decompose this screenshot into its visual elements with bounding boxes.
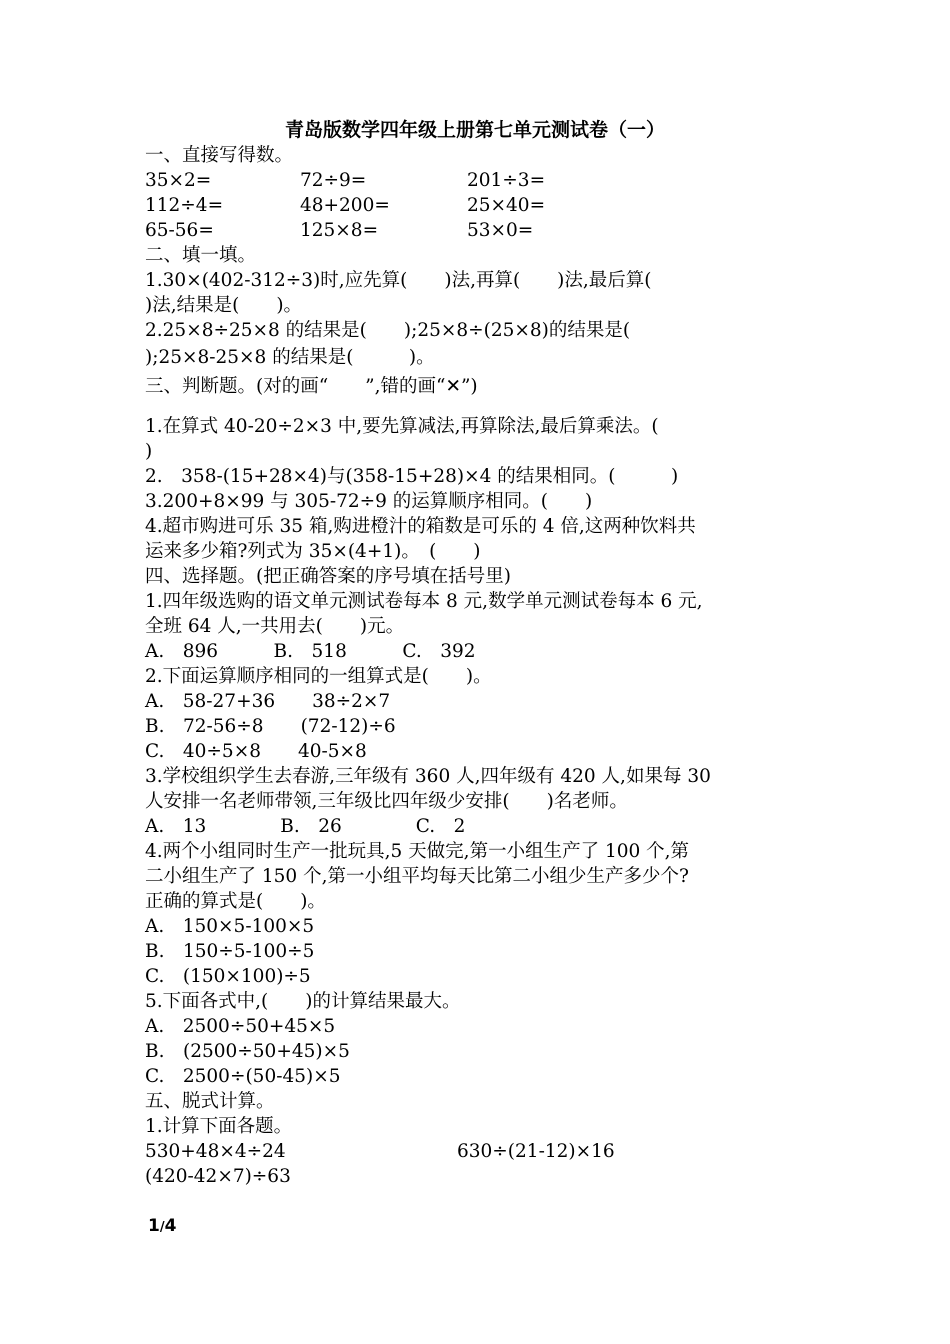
question-line: 2.25×8÷25×8 的结果是( );25×8÷(25×8)的结果是( <box>145 320 631 341</box>
calc-item: 125×8= <box>300 220 379 241</box>
option-line: B. 72-56÷8 (72-12)÷6 <box>145 716 396 737</box>
question-line: 1.30×(402-312÷3)时,应先算( )法,再算( )法,最后算( <box>145 270 652 291</box>
question-line: 人安排一名老师带领,三年级比四年级少安排( )名老师。 <box>145 791 628 812</box>
section-heading-4: 四、选择题。(把正确答案的序号填在括号里) <box>145 566 511 587</box>
document-body <box>145 143 815 1189</box>
calc-item: 65-56= <box>145 220 214 241</box>
section-heading-2: 二、填一填。 <box>145 245 257 266</box>
question-line: 1.计算下面各题。 <box>145 1116 293 1137</box>
option-line: C. 40÷5×8 40-5×8 <box>145 741 367 762</box>
spacer <box>145 401 815 414</box>
page-separator: / <box>159 1220 165 1235</box>
calc-row <box>145 218 815 243</box>
section-heading-1: 一、直接写得数。 <box>145 145 294 166</box>
question-line: );25×8-25×8 的结果是( )。 <box>145 347 435 368</box>
question-line: 2.下面运算顺序相同的一组算式是( )。 <box>145 666 492 687</box>
option-line: A. 896 B. 518 C. 392 <box>145 641 476 662</box>
question-line: 4.超市购进可乐 35 箱,购进橙汁的箱数是可乐的 4 倍,这两种饮料共 <box>145 516 696 537</box>
question-line: )法,结果是( )。 <box>145 295 303 316</box>
question-line: 3.200+8×99 与 305-72÷9 的运算顺序相同。( ) <box>145 491 593 512</box>
calc-item: 530+48×4÷24 <box>145 1141 286 1162</box>
section-heading-5: 五、脱式计算。 <box>145 1091 275 1112</box>
option-line: C. (150×100)÷5 <box>145 966 311 987</box>
calc-item: 112÷4= <box>145 195 224 216</box>
question-line: 1.四年级选购的语文单元测试卷每本 8 元,数学单元测试卷每本 6 元, <box>145 591 703 612</box>
page-current: 1 <box>148 1216 160 1236</box>
option-line: A. 2500÷50+45×5 <box>145 1016 336 1037</box>
option-line: A. 150×5-100×5 <box>145 916 315 937</box>
calc-item: 48+200= <box>300 195 390 216</box>
calc-row <box>145 193 815 218</box>
calc-item: 630÷(21-12)×16 <box>457 1141 615 1162</box>
option-line: B. (2500÷50+45)×5 <box>145 1041 350 1062</box>
calc-row <box>145 168 815 193</box>
question-line: 正确的算式是( )。 <box>145 891 326 912</box>
calc-item: 201÷3= <box>467 170 546 191</box>
question-line: 1.在算式 40-20÷2×3 中,要先算减法,再算除法,最后算乘法。( <box>145 416 659 437</box>
option-line: A. 58-27+36 38÷2×7 <box>145 691 391 712</box>
option-line: B. 150÷5-100÷5 <box>145 941 315 962</box>
page-title: 青岛版数学四年级上册第七单元测试卷（一） <box>284 119 665 141</box>
question-line: 2. 358-(15+28×4)与(358-15+28)×4 的结果相同。( ) <box>145 466 679 487</box>
calc-item: 35×2= <box>145 170 212 191</box>
question-line: 5.下面各式中,( )的计算结果最大。 <box>145 991 461 1012</box>
calc-item: (420-42×7)÷63 <box>145 1166 291 1187</box>
calc-row <box>145 1139 815 1164</box>
question-line: ) <box>145 441 153 462</box>
calc-item: 25×40= <box>467 195 546 216</box>
calc-item: 72÷9= <box>300 170 367 191</box>
page-total: 4 <box>164 1216 177 1236</box>
question-line: 二小组生产了 150 个,第一小组平均每天比第二小组少生产多少个? <box>145 866 689 887</box>
option-line: C. 2500÷(50-45)×5 <box>145 1066 341 1087</box>
calc-item: 53×0= <box>467 220 534 241</box>
page-number <box>148 1216 176 1236</box>
option-line: A. 13 B. 26 C. 2 <box>145 816 466 837</box>
section-heading-3: 三、判断题。(对的画“ ”,错的画“✕”) <box>145 376 478 397</box>
question-line: 3.学校组织学生去春游,三年级有 360 人,四年级有 420 人,如果每 30 <box>145 766 711 787</box>
question-line: 4.两个小组同时生产一批玩具,5 天做完,第一小组生产了 100 个,第 <box>145 841 690 862</box>
question-line: 全班 64 人,一共用去( )元。 <box>145 616 405 637</box>
question-line: 运来多少箱?列式为 35×(4+1)。 ( ) <box>145 541 481 562</box>
